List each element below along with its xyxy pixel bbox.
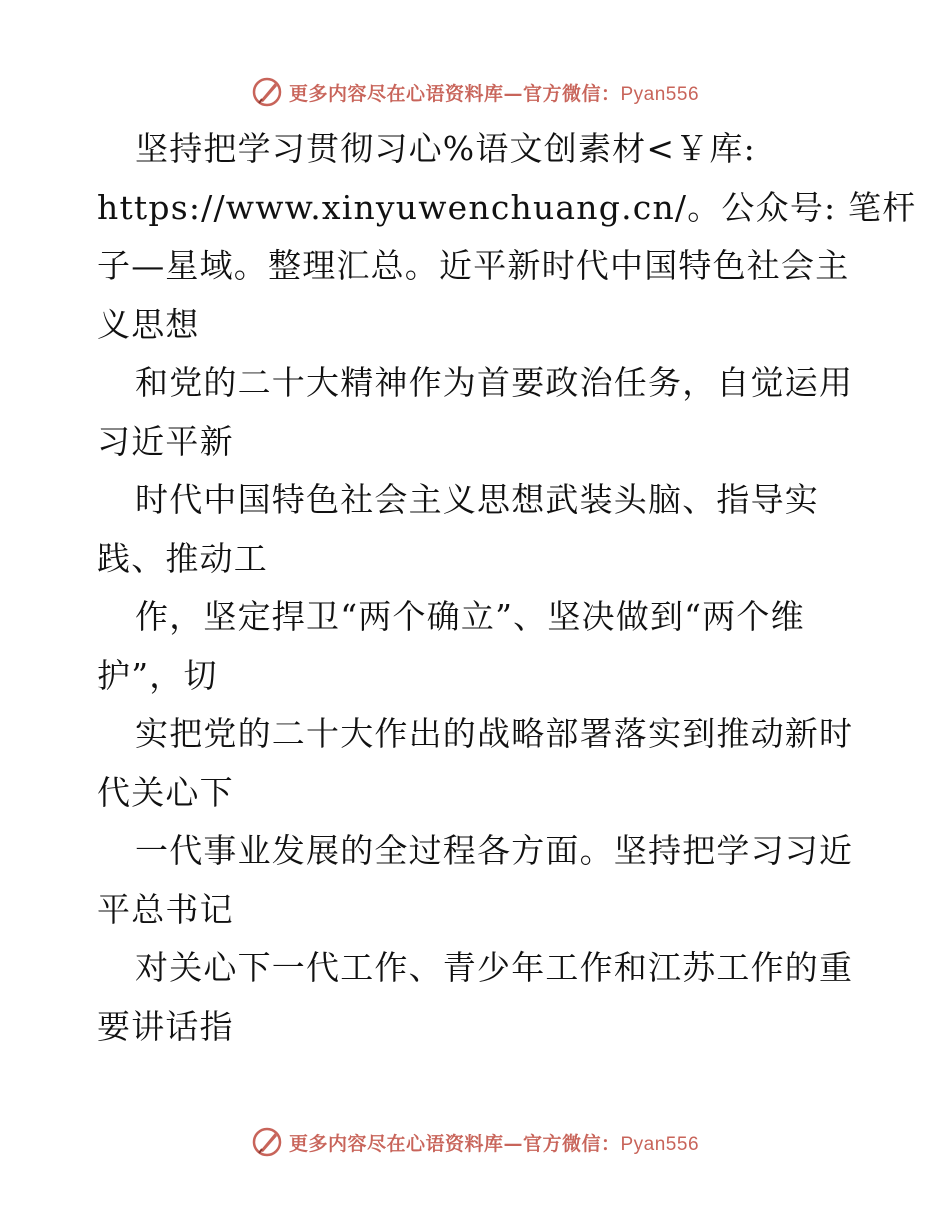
header-watermark — [0, 72, 950, 112]
footer-watermark — [0, 1122, 950, 1162]
watermark-contact: Pyan556 — [620, 1133, 700, 1155]
paragraph-line: 子—星域。整理汇总。近平新时代中国特色社会主 — [97, 246, 850, 285]
watermark-group — [251, 76, 699, 108]
paragraph-line: 坚持把学习贯彻习心%语文创素材<￥库: — [135, 129, 756, 168]
watermark-contact: Pyan556 — [620, 83, 700, 105]
paragraph-line: 代关心下 — [97, 772, 234, 812]
paragraph-line: https://www.xinyuwenchuang.cn/。公众号: 笔杆 — [97, 187, 917, 227]
quill-logo-icon — [251, 1126, 283, 1158]
paragraph-line: 作，坚定捍卫“两个确立”、坚决做到“两个维 — [135, 597, 805, 636]
watermark-text — [289, 1129, 699, 1156]
paragraph-line: 践、推动工 — [97, 538, 268, 578]
paragraph-line: 对关心下一代工作、青少年工作和江苏工作的重 — [135, 948, 854, 987]
document-body — [97, 120, 917, 1056]
quill-logo-icon — [251, 76, 283, 108]
paragraph-line: 和党的二十大精神作为首要政治任务，自觉运用 — [135, 363, 854, 402]
watermark-text — [289, 79, 699, 106]
paragraph-line: 义思想 — [97, 304, 200, 344]
paragraph-line: 时代中国特色社会主义思想武装头脑、指导实 — [135, 480, 819, 519]
watermark-group — [251, 1126, 699, 1158]
watermark-label: 更多内容尽在心语资料库—官方微信： — [288, 82, 621, 105]
paragraph-line: 平总书记 — [97, 889, 234, 929]
paragraph-line: 实把党的二十大作出的战略部署落实到推动新时 — [135, 714, 854, 753]
paragraph-line: 一代事业发展的全过程各方面。坚持把学习习近 — [135, 831, 854, 870]
paragraph-line: 习近平新 — [97, 421, 234, 461]
paragraph-line: 护”，切 — [97, 655, 218, 695]
paragraph-line: 要讲话指 — [97, 1006, 234, 1046]
watermark-label: 更多内容尽在心语资料库—官方微信： — [288, 1132, 621, 1155]
